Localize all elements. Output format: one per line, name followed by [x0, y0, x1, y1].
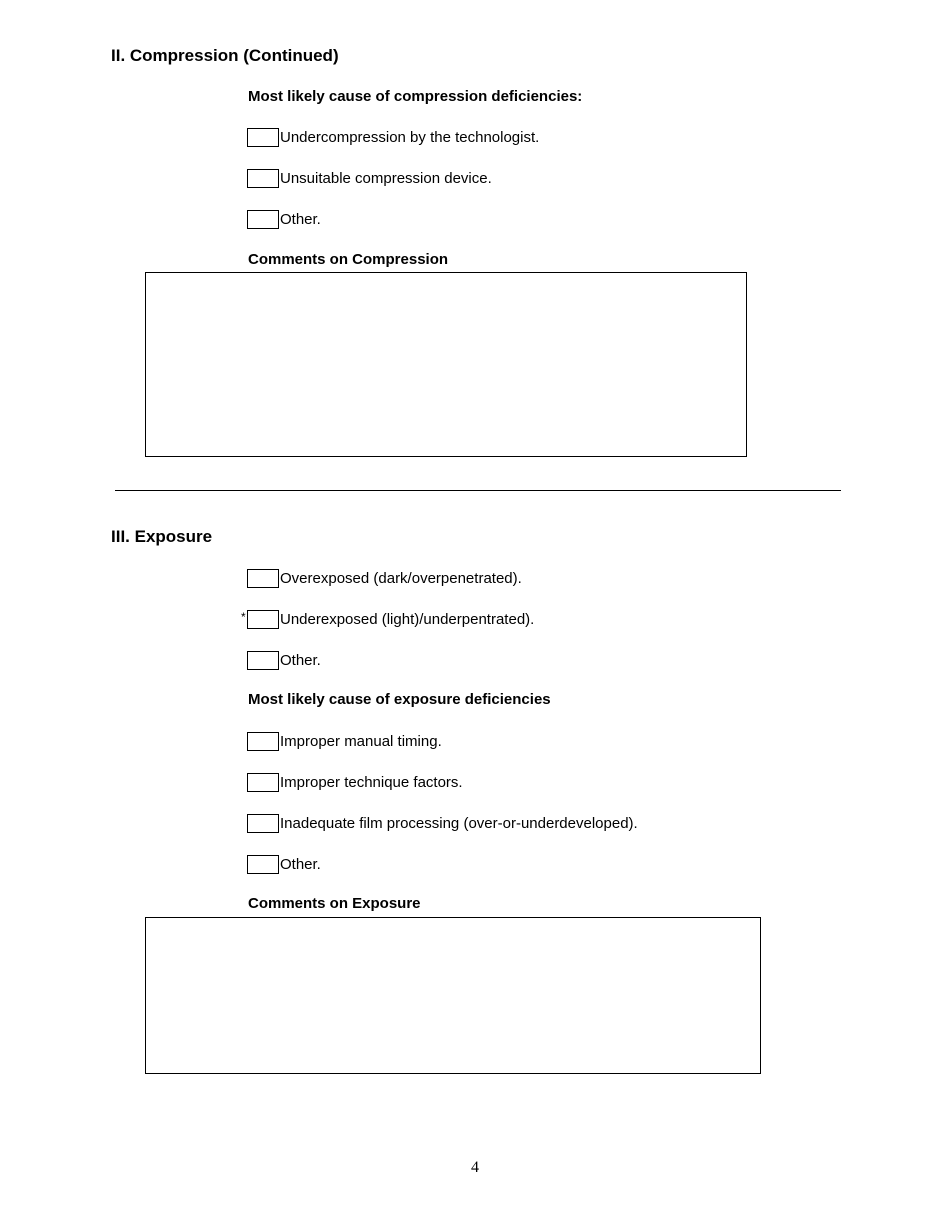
option-label: Unsuitable compression device.: [280, 169, 492, 187]
checkbox-manual-timing[interactable]: [247, 732, 279, 751]
option-label: Inadequate film processing (over-or-underdeveloped).: [280, 814, 638, 832]
compression-option-other: [247, 208, 321, 230]
checkbox-exposure-other[interactable]: [247, 651, 279, 670]
checkbox-exposure-cause-other[interactable]: [247, 855, 279, 874]
exposure-option-underexposed: [247, 608, 534, 630]
checkbox-technique-factors[interactable]: [247, 773, 279, 792]
exposure-cause-other: [247, 853, 321, 875]
option-label: Undercompression by the technologist.: [280, 128, 540, 146]
option-label: Underexposed (light)/underpentrated).: [280, 610, 535, 628]
exposure-option-overexposed: [247, 567, 522, 589]
checkbox-undercompression[interactable]: [247, 128, 279, 147]
compression-option-undercompression: [247, 126, 539, 148]
option-label: Other.: [280, 651, 321, 669]
option-label: Other.: [280, 855, 321, 873]
exposure-comments-heading: Comments on Exposure: [248, 895, 421, 912]
checkbox-underexposed[interactable]: [247, 610, 279, 629]
exposure-cause-film-processing: [247, 812, 638, 834]
exposure-cause-heading: Most likely cause of exposure deficiencies: [248, 691, 551, 708]
page-number: 4: [471, 1159, 479, 1176]
option-label: Overexposed (dark/overpenetrated).: [280, 569, 522, 587]
compression-comments-heading: Comments on Compression: [248, 251, 449, 268]
required-asterisk: *: [241, 610, 246, 624]
checkbox-compression-other[interactable]: [247, 210, 279, 229]
exposure-cause-manual-timing: [247, 730, 442, 752]
option-label: Other.: [280, 210, 321, 228]
compression-cause-heading: Most likely cause of compression deficiencies:: [248, 88, 583, 105]
compression-option-unsuitable-device: [247, 167, 492, 189]
exposure-option-other: [247, 649, 321, 671]
option-label: Improper manual timing.: [280, 732, 442, 750]
checkbox-overexposed[interactable]: [247, 569, 279, 588]
checkbox-unsuitable-device[interactable]: [247, 169, 279, 188]
checkbox-film-processing[interactable]: [247, 814, 279, 833]
compression-comments-field[interactable]: [145, 272, 747, 457]
section-exposure-title: III. Exposure: [111, 527, 213, 546]
option-label: Improper technique factors.: [280, 773, 463, 791]
exposure-cause-technique-factors: [247, 771, 463, 793]
section-divider: [115, 490, 841, 491]
section-compression-title: II. Compression (Continued): [111, 46, 339, 65]
exposure-comments-field[interactable]: [145, 917, 761, 1074]
